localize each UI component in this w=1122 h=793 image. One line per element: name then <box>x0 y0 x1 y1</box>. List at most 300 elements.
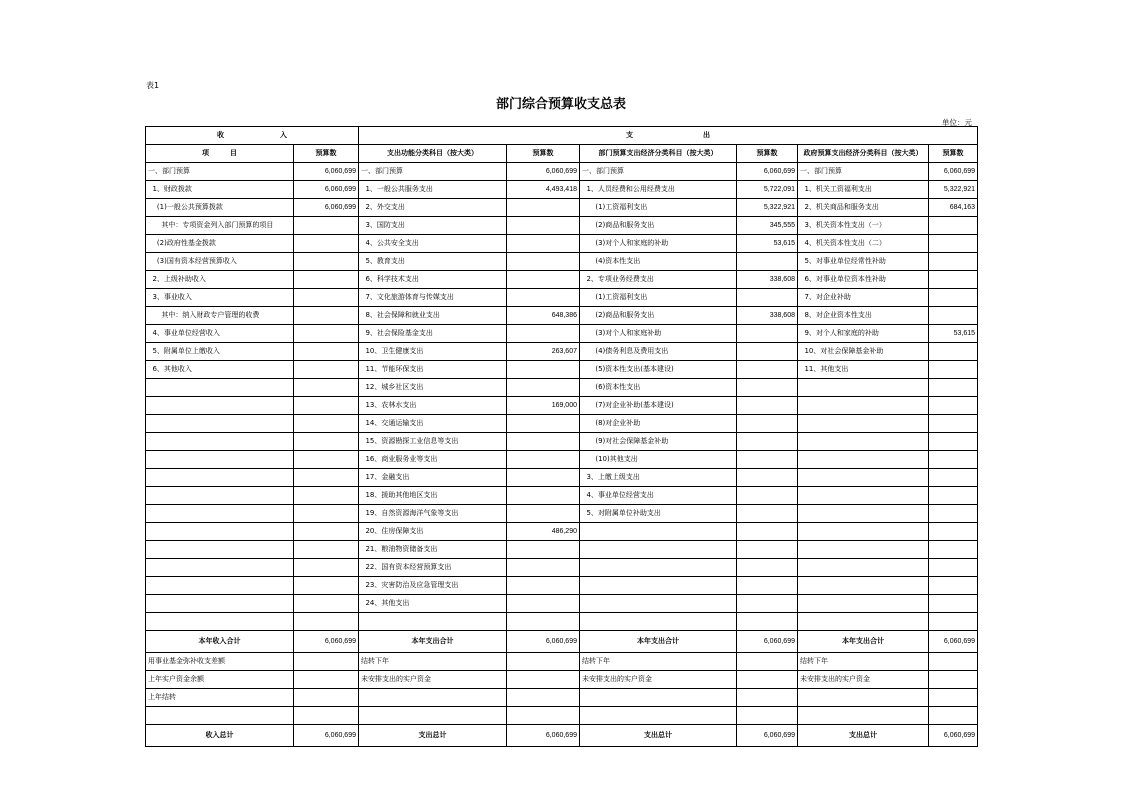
income-header: 收 入 <box>146 127 359 145</box>
item-label-cell: 5、对附属单位补助支出 <box>580 505 737 523</box>
budget-value-cell: 345,555 <box>737 217 798 235</box>
budget-value-cell <box>294 707 359 725</box>
item-label-cell: (3)国有资本经营预算收入 <box>146 253 294 271</box>
item-label-cell <box>580 689 737 707</box>
budget-value-cell <box>737 541 798 559</box>
item-label-cell: 2、上级补助收入 <box>146 271 294 289</box>
budget-table <box>145 126 978 747</box>
budget-value-cell <box>507 653 580 671</box>
item-label-cell <box>146 613 294 631</box>
table-row <box>146 181 978 199</box>
budget-value-cell: 263,607 <box>507 343 580 361</box>
budget-value-cell <box>507 433 580 451</box>
budget-value-cell <box>294 307 359 325</box>
budget-value-cell <box>929 343 978 361</box>
budget-value-cell <box>929 707 978 725</box>
expense-grand-total-label: 支出总计 <box>580 725 737 747</box>
budget-value-cell <box>929 559 978 577</box>
item-label-cell: (9)对社会保障基金补助 <box>580 433 737 451</box>
item-label-cell <box>146 451 294 469</box>
table-row <box>146 163 978 181</box>
item-label-cell: 16、商业服务业等支出 <box>359 451 507 469</box>
table-row <box>146 469 978 487</box>
item-label-cell <box>146 487 294 505</box>
table-row <box>146 217 978 235</box>
table-row <box>146 325 978 343</box>
table-extra-row <box>146 707 978 725</box>
item-label-cell: 14、交通运输支出 <box>359 415 507 433</box>
item-label-cell <box>146 433 294 451</box>
budget-value-cell <box>507 325 580 343</box>
item-label-cell <box>146 379 294 397</box>
col-budget-header: 预算数 <box>294 145 359 163</box>
expense-grand-total-value: 6,060,699 <box>737 725 798 747</box>
item-label-cell <box>798 577 929 595</box>
item-label-cell: 23、灾害防治及应急管理支出 <box>359 577 507 595</box>
budget-value-cell <box>507 487 580 505</box>
item-label-cell: 15、资源勘探工业信息等支出 <box>359 433 507 451</box>
item-label-cell <box>146 595 294 613</box>
table-row <box>146 343 978 361</box>
budget-value-cell <box>929 487 978 505</box>
income-grand-total-value: 6,060,699 <box>294 725 359 747</box>
item-label-cell <box>580 613 737 631</box>
budget-value-cell <box>929 505 978 523</box>
budget-value-cell <box>507 217 580 235</box>
item-label-cell: (10)其他支出 <box>580 451 737 469</box>
item-label-cell: 一、部门预算 <box>359 163 507 181</box>
budget-value-cell <box>507 415 580 433</box>
item-label-cell: 6、对事业单位资本性补助 <box>798 271 929 289</box>
item-label-cell <box>146 707 294 725</box>
budget-value-cell <box>294 271 359 289</box>
item-label-cell: 11、节能环保支出 <box>359 361 507 379</box>
budget-value-cell <box>737 653 798 671</box>
item-label-cell: 2、机关商品和服务支出 <box>798 199 929 217</box>
expense-grand-total-value: 6,060,699 <box>507 725 580 747</box>
budget-value-cell <box>294 541 359 559</box>
budget-value-cell <box>294 559 359 577</box>
item-label-cell: 21、粮油物资储备支出 <box>359 541 507 559</box>
item-label-cell: 一、部门预算 <box>146 163 294 181</box>
table-row <box>146 289 978 307</box>
budget-value-cell <box>929 307 978 325</box>
item-label-cell: 4、事业单位经营支出 <box>580 487 737 505</box>
budget-value-cell: 169,000 <box>507 397 580 415</box>
item-label-cell: (1)工资福利支出 <box>580 289 737 307</box>
item-label-cell: 19、自然资源海洋气象等支出 <box>359 505 507 523</box>
budget-value-cell: 53,615 <box>929 325 978 343</box>
budget-value-cell <box>294 433 359 451</box>
item-label-cell <box>580 523 737 541</box>
item-label-cell: 结转下年 <box>359 653 507 671</box>
budget-value-cell <box>294 671 359 689</box>
item-label-cell: (5)资本性支出(基本建设) <box>580 361 737 379</box>
budget-value-cell <box>294 361 359 379</box>
item-label-cell <box>359 613 507 631</box>
budget-value-cell <box>737 253 798 271</box>
item-label-cell: 3、国防支出 <box>359 217 507 235</box>
budget-value-cell <box>929 253 978 271</box>
budget-value-cell <box>737 577 798 595</box>
item-label-cell <box>798 613 929 631</box>
budget-value-cell <box>929 271 978 289</box>
item-label-cell: 4、事业单位经营收入 <box>146 325 294 343</box>
item-label-cell: 1、一般公共服务支出 <box>359 181 507 199</box>
budget-value-cell <box>929 577 978 595</box>
budget-value-cell <box>737 415 798 433</box>
item-label-cell: (2)政府性基金拨款 <box>146 235 294 253</box>
expense-grand-total-label: 支出总计 <box>359 725 507 747</box>
budget-value-cell <box>929 361 978 379</box>
item-label-cell <box>798 707 929 725</box>
item-label-cell <box>798 541 929 559</box>
item-label-cell: 12、城乡社区支出 <box>359 379 507 397</box>
item-label-cell <box>146 505 294 523</box>
item-label-cell: (2)商品和服务支出 <box>580 307 737 325</box>
item-label-cell: 其中：专项资金列入部门预算的项目 <box>146 217 294 235</box>
item-label-cell: 20、住房保障支出 <box>359 523 507 541</box>
budget-value-cell <box>294 235 359 253</box>
budget-value-cell <box>737 613 798 631</box>
col-item-header: 项 目 <box>146 145 294 163</box>
budget-value-cell <box>737 325 798 343</box>
table-row <box>146 487 978 505</box>
table-row <box>146 523 978 541</box>
budget-value-cell: 5,322,921 <box>737 199 798 217</box>
budget-value-cell <box>507 689 580 707</box>
budget-value-cell <box>737 343 798 361</box>
budget-value-cell <box>507 253 580 271</box>
budget-value-cell <box>294 379 359 397</box>
item-label-cell: 8、对企业资本性支出 <box>798 307 929 325</box>
item-label-cell <box>580 559 737 577</box>
budget-value-cell <box>507 707 580 725</box>
income-grand-total-label: 收入总计 <box>146 725 294 747</box>
budget-value-cell <box>507 505 580 523</box>
budget-value-cell: 684,163 <box>929 199 978 217</box>
item-label-cell: 2、外交支出 <box>359 199 507 217</box>
item-label-cell: 7、文化旅游体育与传媒支出 <box>359 289 507 307</box>
budget-value-cell <box>507 361 580 379</box>
item-label-cell: 10、对社会保障基金补助 <box>798 343 929 361</box>
year-expense-total-label: 本年支出合计 <box>580 631 737 653</box>
item-label-cell: 5、附属单位上缴收入 <box>146 343 294 361</box>
item-label-cell <box>798 451 929 469</box>
item-label-cell: (1)一般公共预算拨款 <box>146 199 294 217</box>
budget-value-cell <box>294 653 359 671</box>
table-row <box>146 415 978 433</box>
budget-value-cell <box>737 397 798 415</box>
item-label-cell: 结转下年 <box>798 653 929 671</box>
year-expense-total-label: 本年支出合计 <box>359 631 507 653</box>
col-function-header: 支出功能分类科目（按大类） <box>359 145 507 163</box>
budget-value-cell: 6,060,699 <box>737 163 798 181</box>
year-income-total-label: 本年收入合计 <box>146 631 294 653</box>
item-label-cell: 其中：纳入财政专户管理的收费 <box>146 307 294 325</box>
page-title: 部门综合预算收支总表 <box>495 97 626 112</box>
budget-value-cell <box>507 671 580 689</box>
budget-value-cell <box>737 361 798 379</box>
budget-value-cell <box>929 469 978 487</box>
item-label-cell: 1、人员经费和公用经费支出 <box>580 181 737 199</box>
item-label-cell: 1、财政拨款 <box>146 181 294 199</box>
budget-value-cell <box>294 505 359 523</box>
item-label-cell: 9、对个人和家庭的补助 <box>798 325 929 343</box>
item-label-cell: 上年结转 <box>146 689 294 707</box>
budget-value-cell <box>929 379 978 397</box>
budget-value-cell: 6,060,699 <box>507 163 580 181</box>
item-label-cell: 未安排支出的实户资金 <box>359 671 507 689</box>
item-label-cell <box>580 577 737 595</box>
budget-value-cell <box>294 523 359 541</box>
item-label-cell <box>146 469 294 487</box>
table-row <box>146 379 978 397</box>
budget-value-cell <box>929 523 978 541</box>
budget-value-cell: 53,615 <box>737 235 798 253</box>
item-label-cell: 用事业基金弥补收支差额 <box>146 653 294 671</box>
expense-header: 支 出 <box>359 127 978 145</box>
item-label-cell: 未安排支出的实户资金 <box>580 671 737 689</box>
item-label-cell: 3、事业收入 <box>146 289 294 307</box>
budget-value-cell <box>737 671 798 689</box>
item-label-cell: 5、教育支出 <box>359 253 507 271</box>
year-expense-total-label: 本年支出合计 <box>798 631 929 653</box>
budget-value-cell: 6,060,699 <box>294 199 359 217</box>
budget-value-cell <box>929 433 978 451</box>
expense-grand-total-label: 支出总计 <box>798 725 929 747</box>
budget-value-cell <box>294 595 359 613</box>
budget-value-cell <box>294 469 359 487</box>
budget-value-cell <box>294 325 359 343</box>
budget-value-cell <box>507 199 580 217</box>
item-label-cell: 17、金融支出 <box>359 469 507 487</box>
budget-value-cell <box>507 271 580 289</box>
item-label-cell: (6)资本性支出 <box>580 379 737 397</box>
budget-value-cell <box>294 689 359 707</box>
item-label-cell <box>146 577 294 595</box>
col-budget-header: 预算数 <box>929 145 978 163</box>
budget-value-cell <box>737 689 798 707</box>
item-label-cell <box>359 707 507 725</box>
table-row <box>146 451 978 469</box>
budget-value-cell: 5,322,921 <box>929 181 978 199</box>
col-budget-header: 预算数 <box>507 145 580 163</box>
item-label-cell: (1)工资福利支出 <box>580 199 737 217</box>
item-label-cell <box>798 469 929 487</box>
table-row <box>146 199 978 217</box>
item-label-cell <box>798 379 929 397</box>
item-label-cell: (3)对个人和家庭的补助 <box>580 235 737 253</box>
item-label-cell: (2)商品和服务支出 <box>580 217 737 235</box>
item-label-cell <box>146 523 294 541</box>
item-label-cell: 一、部门预算 <box>580 163 737 181</box>
table-extra-row <box>146 689 978 707</box>
budget-value-cell <box>507 613 580 631</box>
budget-value-cell <box>929 415 978 433</box>
item-label-cell: 5、对事业单位经常性补助 <box>798 253 929 271</box>
budget-value-cell <box>929 653 978 671</box>
budget-value-cell <box>294 343 359 361</box>
item-label-cell: 24、其他支出 <box>359 595 507 613</box>
item-label-cell: (7)对企业补助(基本建设) <box>580 397 737 415</box>
item-label-cell <box>798 689 929 707</box>
item-label-cell: 3、机关资本性支出（一） <box>798 217 929 235</box>
table-row <box>146 433 978 451</box>
budget-value-cell <box>737 487 798 505</box>
item-label-cell: 6、其他收入 <box>146 361 294 379</box>
item-label-cell <box>580 707 737 725</box>
item-label-cell: 10、卫生健康支出 <box>359 343 507 361</box>
budget-value-cell <box>737 559 798 577</box>
item-label-cell: 上年实户资金余额 <box>146 671 294 689</box>
budget-value-cell: 648,386 <box>507 307 580 325</box>
budget-value-cell <box>737 289 798 307</box>
budget-value-cell: 338,608 <box>737 307 798 325</box>
item-label-cell: 一、部门预算 <box>798 163 929 181</box>
budget-value-cell <box>929 397 978 415</box>
col-gov-econ-header: 政府预算支出经济分类科目（按大类） <box>798 145 929 163</box>
table-row <box>146 397 978 415</box>
budget-value-cell <box>737 523 798 541</box>
item-label-cell <box>146 559 294 577</box>
item-label-cell <box>798 415 929 433</box>
item-label-cell <box>359 689 507 707</box>
item-label-cell: (8)对企业补助 <box>580 415 737 433</box>
table-extra-row <box>146 671 978 689</box>
item-label-cell <box>798 433 929 451</box>
budget-value-cell <box>929 217 978 235</box>
item-label-cell: 3、上缴上级支出 <box>580 469 737 487</box>
year-expense-total-value: 6,060,699 <box>507 631 580 653</box>
table-row <box>146 559 978 577</box>
budget-value-cell <box>929 595 978 613</box>
item-label-cell <box>580 595 737 613</box>
col-dept-econ-header: 部门预算支出经济分类科目（按大类） <box>580 145 737 163</box>
budget-value-cell <box>737 469 798 487</box>
budget-value-cell <box>294 217 359 235</box>
table-extra-row <box>146 653 978 671</box>
item-label-cell <box>798 487 929 505</box>
budget-value-cell <box>737 595 798 613</box>
budget-value-cell <box>929 235 978 253</box>
budget-value-cell: 338,608 <box>737 271 798 289</box>
budget-value-cell: 4,493,418 <box>507 181 580 199</box>
budget-value-cell: 486,290 <box>507 523 580 541</box>
item-label-cell <box>146 541 294 559</box>
item-label-cell: 13、农林水支出 <box>359 397 507 415</box>
table-row <box>146 541 978 559</box>
item-label-cell <box>580 541 737 559</box>
year-expense-total-value: 6,060,699 <box>929 631 978 653</box>
table-row <box>146 505 978 523</box>
table-row <box>146 361 978 379</box>
budget-value-cell <box>507 289 580 307</box>
item-label-cell: 7、对企业补助 <box>798 289 929 307</box>
budget-value-cell <box>507 469 580 487</box>
item-label-cell <box>798 397 929 415</box>
budget-value-cell: 6,060,699 <box>929 163 978 181</box>
expense-grand-total-value: 6,060,699 <box>929 725 978 747</box>
item-label-cell: (4)债务利息及费用支出 <box>580 343 737 361</box>
item-label-cell: 4、机关资本性支出（二） <box>798 235 929 253</box>
table-row <box>146 595 978 613</box>
item-label-cell: 结转下年 <box>580 653 737 671</box>
item-label-cell <box>798 595 929 613</box>
budget-value-cell <box>294 253 359 271</box>
year-income-total-value: 6,060,699 <box>294 631 359 653</box>
budget-value-cell <box>737 433 798 451</box>
item-label-cell <box>146 397 294 415</box>
item-label-cell: 1、机关工资福利支出 <box>798 181 929 199</box>
table-row <box>146 235 978 253</box>
budget-value-cell <box>507 235 580 253</box>
budget-value-cell: 6,060,699 <box>294 163 359 181</box>
budget-value-cell <box>507 379 580 397</box>
item-label-cell: 22、国有资本经营预算支出 <box>359 559 507 577</box>
table-row <box>146 307 978 325</box>
item-label-cell <box>798 505 929 523</box>
budget-value-cell <box>929 541 978 559</box>
year-expense-total-value: 6,060,699 <box>737 631 798 653</box>
budget-value-cell <box>507 451 580 469</box>
item-label-cell: 9、社会保险基金支出 <box>359 325 507 343</box>
budget-value-cell <box>294 289 359 307</box>
budget-value-cell <box>294 397 359 415</box>
budget-value-cell <box>737 505 798 523</box>
budget-value-cell <box>507 577 580 595</box>
table-row <box>146 613 978 631</box>
table-row <box>146 271 978 289</box>
unit-label: 单位：元 <box>942 118 972 127</box>
budget-value-cell: 6,060,699 <box>294 181 359 199</box>
item-label-cell <box>146 415 294 433</box>
budget-value-cell <box>929 671 978 689</box>
table-row <box>146 253 978 271</box>
budget-value-cell <box>737 451 798 469</box>
item-label-cell: 6、科学技术支出 <box>359 271 507 289</box>
col-budget-header: 预算数 <box>737 145 798 163</box>
budget-value-cell <box>737 707 798 725</box>
table-label: 表1 <box>146 81 160 90</box>
table-row <box>146 577 978 595</box>
budget-value-cell <box>929 689 978 707</box>
budget-value-cell <box>294 415 359 433</box>
budget-value-cell <box>737 379 798 397</box>
item-label-cell <box>798 559 929 577</box>
item-label-cell: 4、公共安全支出 <box>359 235 507 253</box>
budget-value-cell: 5,722,091 <box>737 181 798 199</box>
item-label-cell: 18、援助其他地区支出 <box>359 487 507 505</box>
budget-value-cell <box>294 487 359 505</box>
budget-value-cell <box>929 289 978 307</box>
item-label-cell: 未安排支出的实户资金 <box>798 671 929 689</box>
budget-value-cell <box>507 541 580 559</box>
budget-value-cell <box>929 451 978 469</box>
budget-value-cell <box>929 613 978 631</box>
item-label-cell: (4)资本性支出 <box>580 253 737 271</box>
budget-value-cell <box>507 559 580 577</box>
budget-value-cell <box>294 451 359 469</box>
item-label-cell: 8、社会保障和就业支出 <box>359 307 507 325</box>
budget-value-cell <box>507 595 580 613</box>
item-label-cell <box>798 523 929 541</box>
budget-value-cell <box>294 577 359 595</box>
budget-value-cell <box>294 613 359 631</box>
item-label-cell: 2、专项业务经费支出 <box>580 271 737 289</box>
item-label-cell: (3)对个人和家庭补助 <box>580 325 737 343</box>
item-label-cell: 11、其他支出 <box>798 361 929 379</box>
